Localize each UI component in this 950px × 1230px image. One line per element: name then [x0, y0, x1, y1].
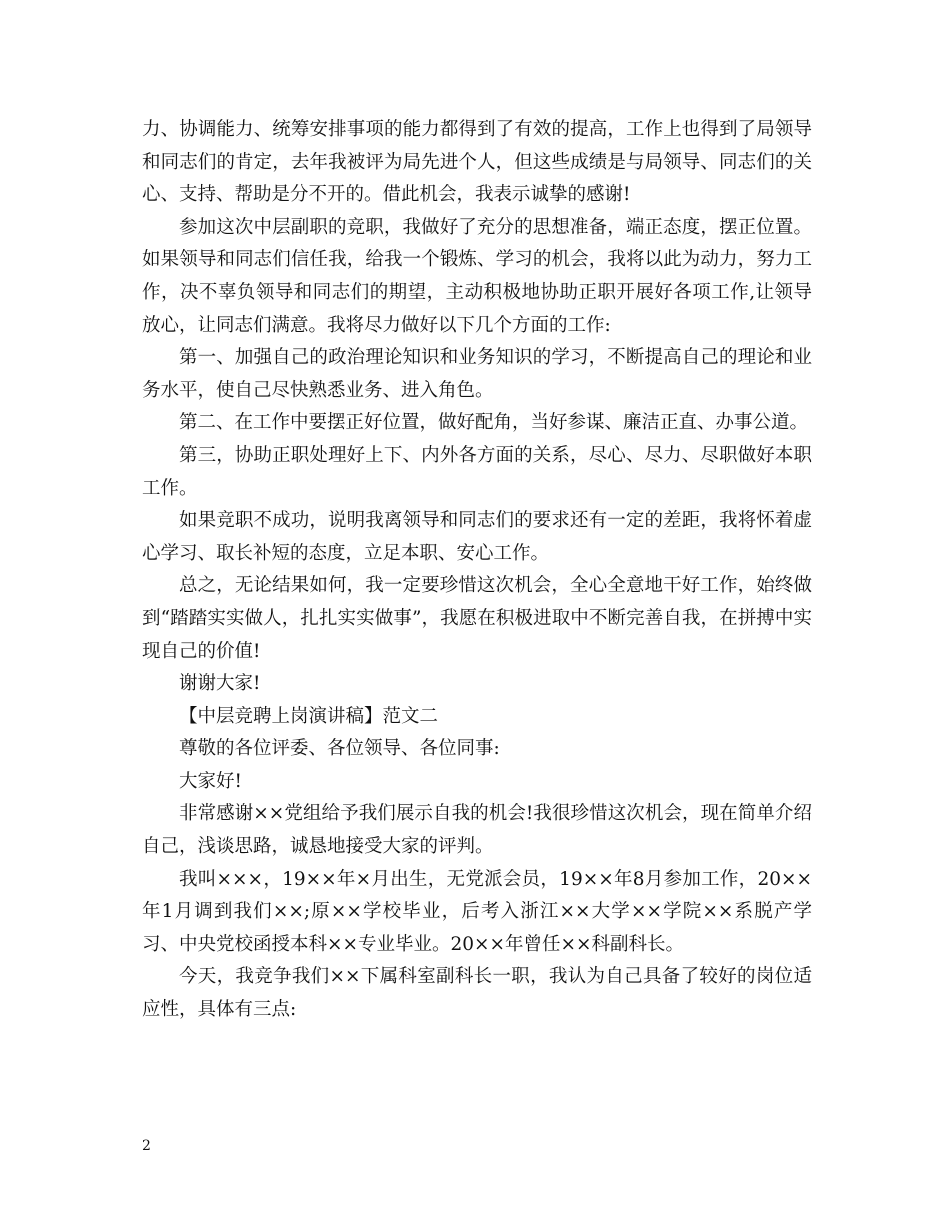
section-heading: 【中层竞聘上岗演讲稿】范文二 [179, 705, 439, 727]
paragraph-14: 今天，我竞争我们××下属科室副科长一职，我认为自己具备了较好的岗位适应性，具体有三点: [142, 966, 812, 1021]
paragraph-3: 第一、加强自己的政治理论知识和业务知识的学习，不断提高自己的理论和业务水平，使自己尽快熟悉业务、进入角色。 [142, 347, 812, 401]
paragraph-11: 大家好! [179, 770, 242, 792]
paragraph-13: 我叫×××，19××年×月出生，无党派会员，19××年8月参加工作，20××年1月调到我们××;原××学校毕业，后考入浙江××大学××学院××系脱产学习、中央党校函授本科××专业毕业。20××年曾任××科副科长。 [142, 868, 812, 955]
paragraph-7: 总之，无论结果如何，我一定要珍惜这次机会，全心全意地干好工作，始终做到“踏踏实实做人，扎扎实实做事”，我愿在积极进取中不断完善自我，在拼搏中实现自己的价值! [142, 575, 812, 662]
document-body [142, 114, 812, 1027]
paragraph-6: 如果竞职不成功，说明我离领导和同志们的要求还有一定的差距，我将怀着虚心学习、取长补短的态度，立足本职、安心工作。 [142, 510, 812, 564]
paragraph-12: 非常感谢××党组给予我们展示自我的机会!我很珍惜这次机会，现在简单介绍自己，浅谈思路，诚恳地接受大家的评判。 [142, 803, 812, 858]
paragraph-2: 参加这次中层副职的竞职，我做好了充分的思想准备，端正态度，摆正位置。如果领导和同志们信任我，给我一个锻炼、学习的机会，我将以此为动力，努力工作，决不辜负领导和同志们的期望，主动积极地协助正职开展好各项工作,让领导放心，让同志们满意。我将尽力做好以下几个方面的工作: [142, 216, 812, 336]
paragraph-10: 尊敬的各位评委、各位领导、各位同事: [179, 738, 500, 760]
page-number: 2 [142, 1138, 151, 1154]
paragraph-5: 第三，协助正职处理好上下、内外各方面的关系，尽心、尽力、尽职做好本职工作。 [142, 444, 812, 499]
paragraph-8: 谢谢大家! [179, 673, 261, 695]
paragraph-4: 第二、在工作中要摆正好位置，做好配角，当好参谋、廉洁正直、办事公道。 [179, 412, 809, 434]
paragraph-1: 力、协调能力、统筹安排事项的能力都得到了有效的提高，工作上也得到了局领导和同志们的肯定，去年我被评为局先进个人，但这些成绩是与局领导、同志们的关心、支持、帮助是分不开的。借此机会，我表示诚挚的感谢! [142, 119, 812, 206]
